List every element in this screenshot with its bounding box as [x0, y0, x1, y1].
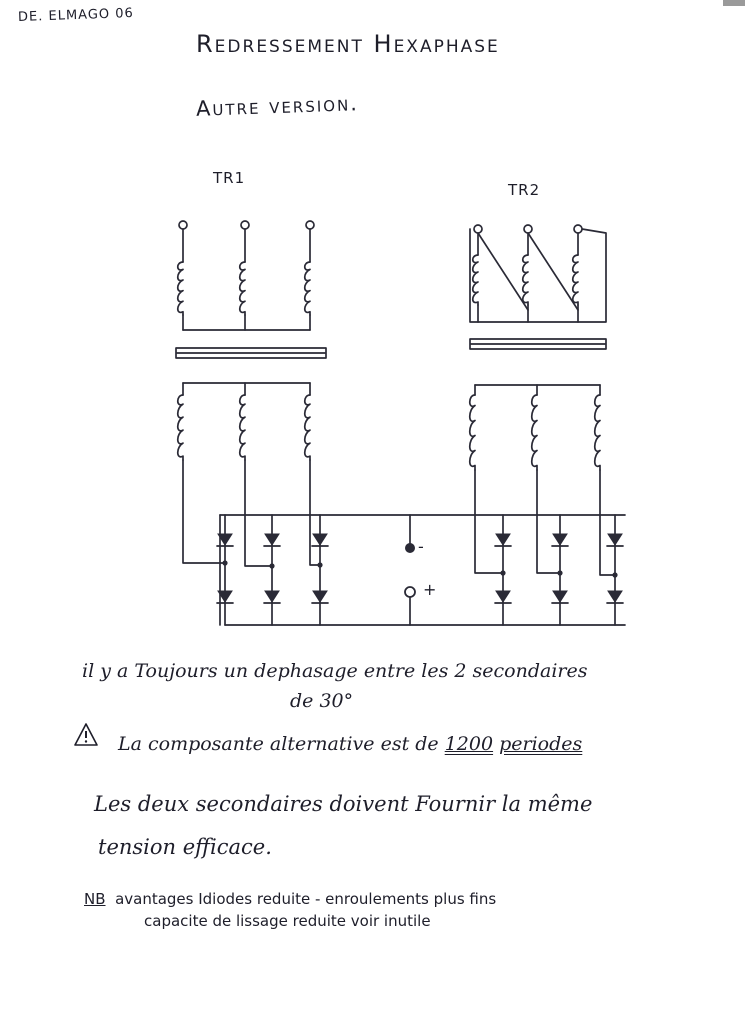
diode-upper-5: [553, 534, 567, 545]
note-ripple: [118, 733, 582, 755]
tr2-secondary-coil-2: [532, 395, 537, 470]
bridge-midpoint-5: [557, 570, 562, 575]
transformer-label-tr2: TR2: [508, 181, 541, 199]
tr1-primary-terminal-2: [241, 221, 249, 229]
tr1-secondary-coil-1: [178, 395, 183, 460]
tr2-primary-coil-1: [473, 255, 478, 305]
note-phase-angle: de 30°: [290, 690, 354, 712]
phase-feed-4: [475, 470, 503, 573]
diode-lower-2: [265, 591, 279, 602]
tr2-primary-terminal-3: [574, 225, 582, 233]
tr2-delta-outer: [470, 229, 606, 322]
note-same-voltage: Les deux secondaires doivent Fournir la même: [94, 792, 593, 816]
transformer-coils: [178, 255, 600, 470]
tr1-secondary-coil-2: [240, 395, 245, 460]
diode-upper-3: [313, 534, 327, 545]
bridge-midpoint-2: [269, 563, 274, 568]
note-ripple-prefix: La composante alternative est de: [118, 733, 445, 755]
tr2-primary-coil-3: [573, 255, 578, 305]
nb-advantages: avantages Idiodes reduite - enroulements plus fins: [115, 890, 497, 908]
tr1-primary-coil-2: [240, 262, 245, 315]
tr2-primary-terminal-2: [524, 225, 532, 233]
bridge-midpoint-1: [222, 560, 227, 565]
note-ripple-value: 1200: [444, 733, 494, 755]
circuit-wires: [176, 229, 625, 625]
tr2-secondary-coil-1: [470, 395, 475, 470]
diode-lower-6: [608, 591, 622, 602]
tr2-delta-link-2: [528, 233, 578, 310]
bridge-midpoint-4: [500, 570, 505, 575]
tr1-primary-coil-1: [178, 262, 183, 315]
tr2-primary-terminal-1: [474, 225, 482, 233]
nb-line: [84, 890, 496, 908]
transformer-label-tr1: TR1: [213, 169, 246, 187]
phase-feed-6: [600, 470, 615, 575]
positive-terminal: [405, 587, 415, 597]
phase-feed-2: [245, 460, 272, 566]
tr2-secondary-coil-3: [595, 395, 600, 470]
phase-feed-5: [537, 470, 560, 573]
tr1-secondary-coil-3: [305, 395, 310, 460]
page-subtitle: Autre version.: [195, 91, 360, 121]
tr2-primary-coil-2: [523, 255, 528, 305]
positive-terminal-label: +: [423, 580, 437, 599]
diode-lower-5: [553, 591, 567, 602]
diode-lower-4: [496, 591, 510, 602]
warning-icon: [73, 722, 99, 748]
diode-upper-6: [608, 534, 622, 545]
negative-terminal: [405, 543, 415, 553]
nb-line-2: capacite de lissage reduite voir inutile: [144, 912, 431, 930]
nb-label: NB: [84, 890, 106, 908]
phase-feed-3: [310, 460, 320, 565]
note-phase-shift: il y a Toujours un dephasage entre les 2 secondaires: [82, 660, 588, 682]
tr2-delta-link-1: [478, 233, 528, 310]
page-title: Redressement Hexaphase: [196, 30, 500, 58]
diode-upper-4: [496, 534, 510, 545]
diode-upper-2: [265, 534, 279, 545]
tr1-primary-terminal-3: [306, 221, 314, 229]
bridge-midpoint-3: [317, 562, 322, 567]
note-ripple-unit: periodes: [499, 733, 583, 755]
author-label: DE. ELMAGO 06: [17, 5, 135, 26]
tr1-primary-terminal-1: [179, 221, 187, 229]
diode-lower-3: [313, 591, 327, 602]
note-same-voltage-cont: tension efficace.: [98, 835, 272, 859]
bridge-midpoint-6: [612, 572, 617, 577]
negative-terminal-label: -: [418, 537, 424, 556]
phase-feed-1: [183, 460, 225, 563]
tr1-primary-coil-3: [305, 262, 310, 315]
